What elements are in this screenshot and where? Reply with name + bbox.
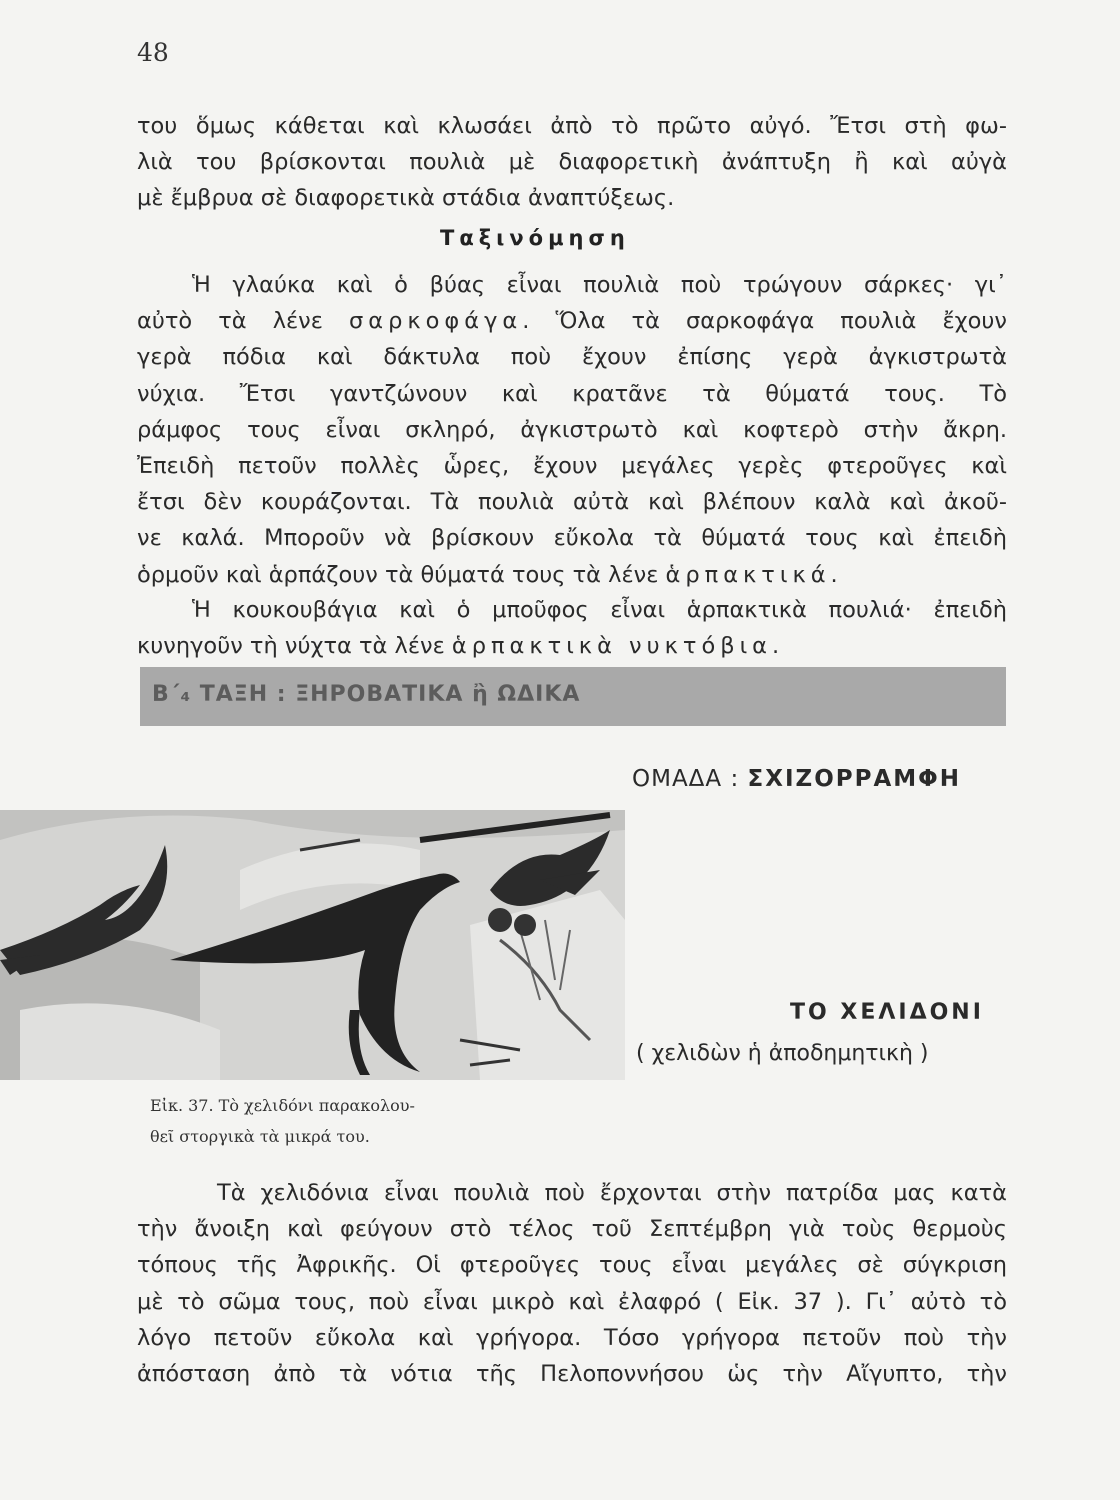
text-line: κυνηγοῦν τὴ νύχτα τὰ λένε ἁρπακτικὰ νυκτόβια. [137,633,780,660]
section-heading: Ταξινόμηση [440,226,630,250]
classification-paragraph-2 [137,592,1007,664]
text-line: ὁρμοῦν καὶ ἁρπάζουν τὰ θύματά τους τὰ λένε ἁρπακτικά. [137,561,838,588]
swallow-illustration [0,810,625,1095]
figure-caption [150,1090,415,1152]
classification-paragraph [137,267,1007,593]
text-line: ἀπόσταση ἀπὸ τὰ νότια τῆς Πελοποννήσου ὡς τὴν Αἴγυπτο, τὴν [137,1361,1007,1388]
text-line: Ἡ γλαύκα καὶ ὁ βύας εἶναι πουλιὰ ποὺ τρώγουν σάρκες· γι᾽ [192,272,1007,298]
group-label: ΟΜΑΔΑ : [632,766,740,792]
text-line: λιὰ του βρίσκονται πουλιὰ μὲ διαφορετικὴ ἀνάπτυξη ἢ καὶ αὐγὰ [137,149,1007,176]
intro-paragraph [137,108,1007,217]
text-line: τὴν ἄνοιξη καὶ φεύγουν στὸ τέλος τοῦ Σεπτέμβρη γιὰ τοὺς θερμοὺς [137,1216,1007,1243]
text-line: Ἡ κουκουβάγια καὶ ὁ μποῦφος εἶναι ἁρπακτικὰ πουλιά· ἐπειδὴ [192,597,1007,623]
text-line: νε καλά. Μποροῦν νὰ βρίσκουν εὔκολα τὰ θύματά τους καὶ ἐπειδὴ [137,525,1007,552]
text-line: μὲ τὸ σῶμα τους, ποὺ εἶναι μικρὸ καὶ ἐλαφρό ( Εἰκ. 37 ). Γι᾽ αὐτὸ τὸ [137,1288,1007,1315]
swallow-paragraph [137,1175,1007,1392]
group-heading [632,766,961,792]
text-line: τόπους τῆς Ἀφρικῆς. Οἱ φτεροῦγες τους εἶναι μεγάλες σὲ σύγκριση [137,1252,1007,1279]
caption-line: θεῖ στοργικὰ τὰ μικρά του. [150,1127,370,1146]
text-line: αὐτὸ τὰ λένε σαρκοφάγα. Ὅλα τὰ σαρκοφάγα πουλιὰ ἔχουν [137,308,1007,335]
text-line: γερὰ πόδια καὶ δάκτυλα ποὺ ἔχουν ἐπίσης γερὰ ἀγκιστρωτὰ [137,344,1007,371]
text-line: του ὅμως κάθεται καὶ κλωσάει ἀπὸ τὸ πρῶτο αὐγό. Ἔτσι στὴ φω- [137,113,1007,139]
page-number: 48 [137,38,169,67]
species-scientific-name: ( χελιδὼν ἡ ἀποδημητικὴ ) [636,1041,929,1066]
text-line: νύχια. Ἔτσι γαντζώνουν καὶ κρατᾶνε τὰ θύματά τους. Τὸ [137,380,1007,407]
order-heading: Β΄₄ ΤΑΞΗ : ΞΗΡΟΒΑΤΙΚΑ ἢ ΩΔΙΚΑ [152,682,581,707]
text-line: Τὰ χελιδόνια εἶναι πουλιὰ ποὺ ἔρχονται στὴν πατρίδα μας κατὰ [217,1180,1007,1206]
term-sarkofaga: σαρκοφάγα [349,308,523,335]
term-arpaktika: ἁρπακτικά [665,561,831,588]
text-line: ράμφος τους εἶναι σκληρό, ἀγκιστρωτὸ καὶ κοφτερὸ στὴν ἄκρη. [137,416,1007,443]
text-line: Ἐπειδὴ πετοῦν πολλὲς ὧρες, ἔχουν μεγάλες γερὲς φτεροῦγες καὶ [137,453,1007,480]
text-line: ἔτσι δὲν κουράζονται. Τὰ πουλιὰ αὐτὰ καὶ βλέπουν καλὰ καὶ ἀκοῦ- [137,489,1007,516]
text-line: λόγο πετοῦν εὔκολα καὶ γρήγορα. Τόσο γρήγορα πετοῦν ποὺ τὴν [137,1324,1007,1351]
species-title: ΤΟ ΧΕΛΙΔΟΝΙ [790,1000,984,1025]
caption-line: Εἰκ. 37. Τὸ χελιδόνι παρακολου- [150,1096,415,1115]
order-heading-band [140,667,1006,726]
group-name: ΣΧΙΖΟΡΡΑΜΦΗ [747,766,961,792]
term-arpaktika-nyktovia: ἁρπακτικὰ νυκτόβια [451,633,773,660]
text-line: μὲ ἔμβρυα σὲ διαφορετικὰ στάδια ἀναπτύξεως. [137,185,675,212]
